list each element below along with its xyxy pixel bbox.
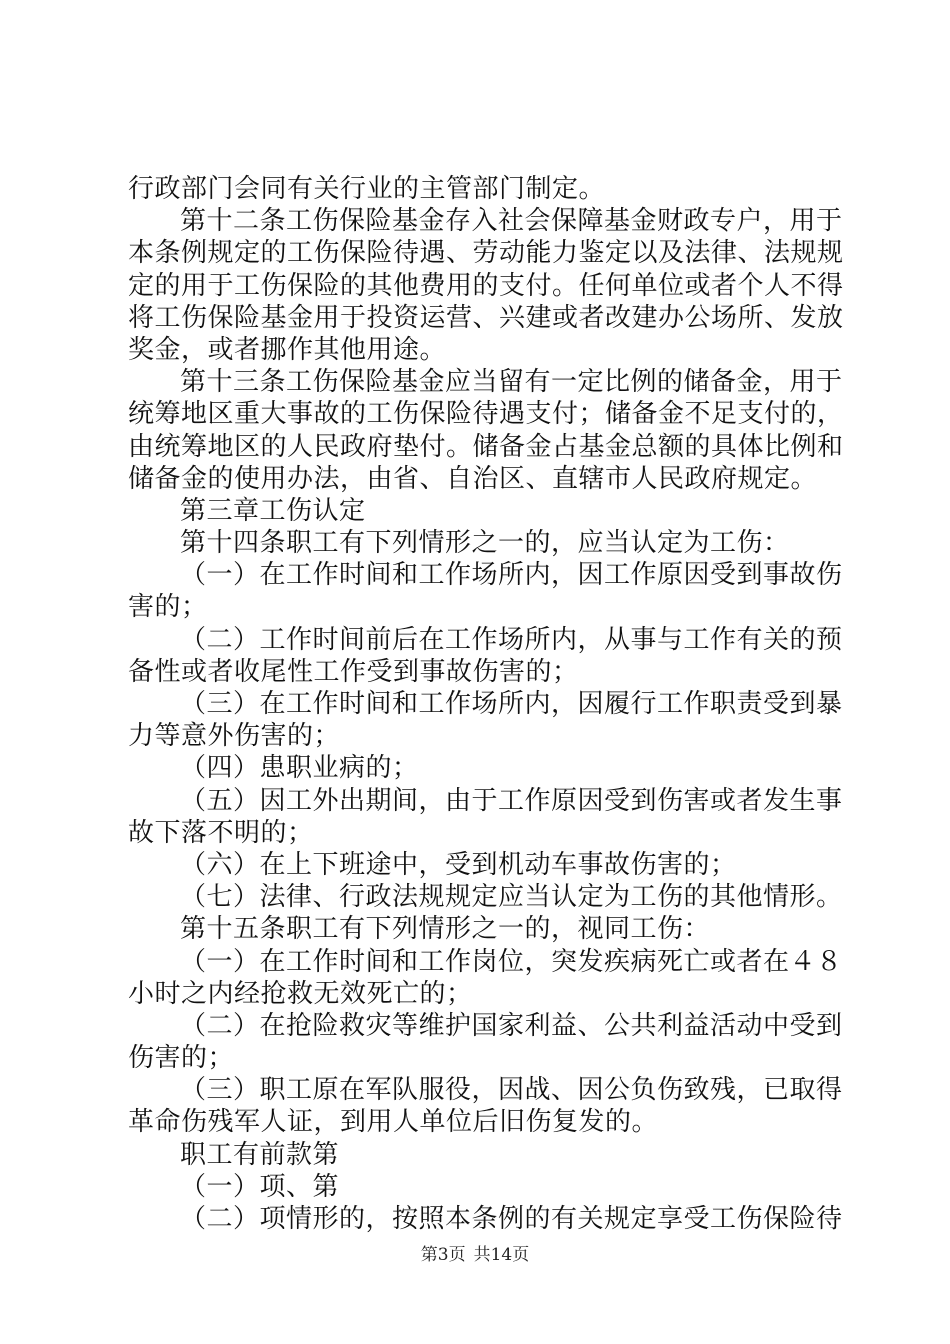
text-line: （二）项情形的，按照本条例的有关规定享受工伤保险待 <box>180 1204 843 1234</box>
chapter-heading: 第三章工伤认定 <box>180 496 366 526</box>
text-line: （一）在工作时间和工作场所内，因工作原因受到事故伤 <box>180 560 843 590</box>
text-line: （二）在抢险救灾等维护国家利益、公共利益活动中受到 <box>180 1011 843 1041</box>
text-line: （一）在工作时间和工作岗位，突发疾病死亡或者在４８ <box>180 947 843 977</box>
text-line: （五）因工外出期间，由于工作原因受到伤害或者发生事 <box>180 786 843 816</box>
text-line: 统筹地区重大事故的工伤保险待遇支付；储备金不足支付的， <box>128 399 844 429</box>
text-line: 将工伤保险基金用于投资运营、兴建或者改建办公场所、发放 <box>128 303 844 333</box>
text-line: （一）项、第 <box>180 1172 340 1202</box>
page-number: 第3页 <box>420 1245 466 1265</box>
text-line: 故下落不明的； <box>128 818 314 848</box>
text-line: 储备金的使用办法，由省、自治区、直辖市人民政府规定。 <box>128 464 818 494</box>
page-footer <box>0 1244 950 1266</box>
text-line: 第十四条职工有下列情形之一的，应当认定为工伤： <box>180 528 790 558</box>
text-line: （七）法律、行政法规规定应当认定为工伤的其他情形。 <box>180 882 843 912</box>
text-line: 本条例规定的工伤保险待遇、劳动能力鉴定以及法律、法规规 <box>128 238 844 268</box>
text-line: 备性或者收尾性工作受到事故伤害的； <box>128 657 579 687</box>
text-line: 行政部门会同有关行业的主管部门制定。 <box>128 174 606 204</box>
page-total: 共14页 <box>473 1245 530 1265</box>
text-line: 定的用于工伤保险的其他费用的支付。任何单位或者个人不得 <box>128 271 844 301</box>
text-line: 由统筹地区的人民政府垫付。储备金占基金总额的具体比例和 <box>128 432 844 462</box>
text-line: 伤害的； <box>128 1043 235 1073</box>
text-line: 第十三条工伤保险基金应当留有一定比例的储备金，用于 <box>180 367 843 397</box>
text-line: （六）在上下班途中，受到机动车事故伤害的； <box>180 850 737 880</box>
text-line: 害的； <box>128 592 208 622</box>
text-line: （三）在工作时间和工作场所内，因履行工作职责受到暴 <box>180 689 843 719</box>
text-line: 奖金，或者挪作其他用途。 <box>128 335 447 365</box>
text-line: 第十二条工伤保险基金存入社会保障基金财政专户，用于 <box>180 206 843 236</box>
text-line: （三）职工原在军队服役，因战、因公负伤致残，已取得 <box>180 1075 843 1105</box>
text-line: （四）患职业病的； <box>180 753 419 783</box>
text-line: 职工有前款第 <box>180 1140 340 1170</box>
text-line: 小时之内经抢救无效死亡的； <box>128 979 473 1009</box>
text-line: 革命伤残军人证，到用人单位后旧伤复发的。 <box>128 1107 659 1137</box>
text-line: （二）工作时间前后在工作场所内，从事与工作有关的预 <box>180 625 843 655</box>
text-line: 第十五条职工有下列情形之一的，视同工伤： <box>180 914 711 944</box>
text-line: 力等意外伤害的； <box>128 721 341 751</box>
